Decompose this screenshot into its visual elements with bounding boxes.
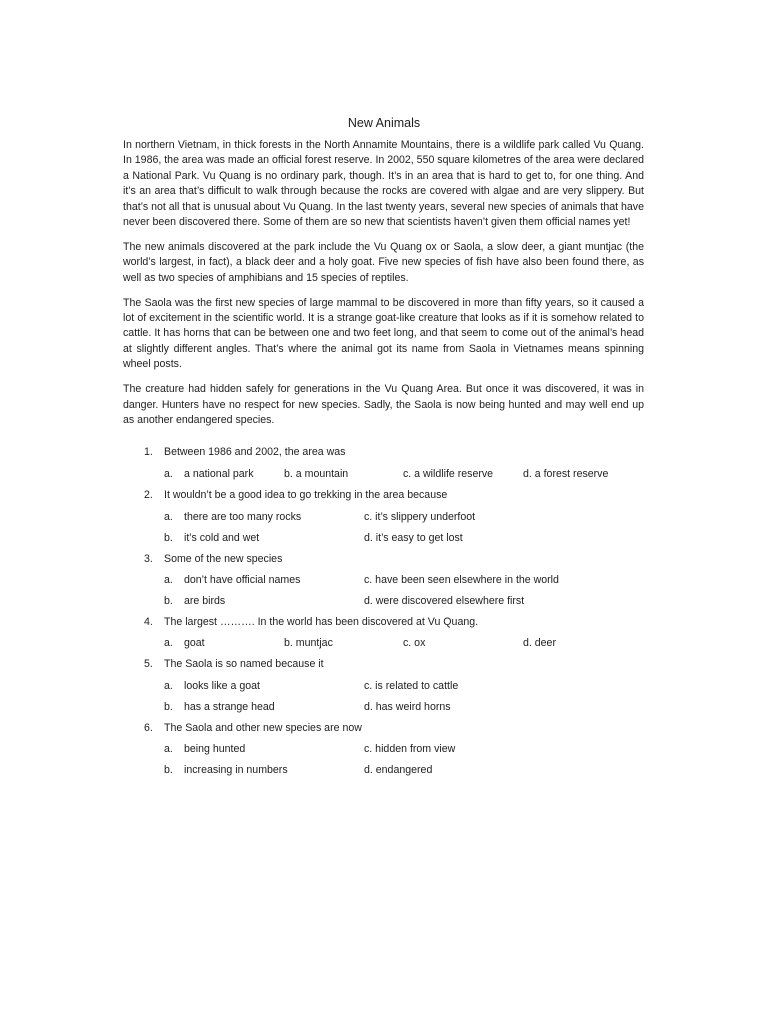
option-5c: c. is related to cattle (364, 680, 459, 692)
question-6 (144, 722, 362, 734)
question-5 (144, 658, 324, 670)
question-stem: The Saola is so named because it (164, 658, 324, 670)
option-4c: c. ox (403, 637, 426, 649)
option-2d: d. it’s easy to get lost (364, 532, 463, 544)
option-2a: a. there are too many rocks (164, 511, 302, 523)
option-4d: d. deer (523, 637, 556, 649)
question-number: 2. (144, 489, 153, 501)
option-5d: d. has weird horns (364, 701, 451, 713)
question-3 (144, 553, 282, 565)
option-5b: b. has a strange head (164, 701, 275, 713)
paragraph-1: In northern Vietnam, in thick forests in the North Annamite Mountains, there is a wildlife park called Vu Quang. In 1986, the area was made an official forest reserve. In 2002, 550 square kilometres of the area were declared a National Park. Vu Quang is no ordinary park, though. It’s in an area that is hard to get to, for one thing. And it’s an area that’s difficult to walk through because the rocks are covered with algae and are very slippery. But that’s not all that is unusual about Vu Quang. In the last twenty years, several new species of animals that have never been discovered there. Some of them are so new that scientists haven’t given them official names yet! (123, 139, 644, 229)
question-number: 1. (144, 446, 153, 458)
question-stem: The Saola and other new species are now (164, 722, 362, 734)
question-number: 4. (144, 616, 153, 628)
option-5a: a. looks like a goat (164, 680, 260, 692)
option-6d: d. endangered (364, 764, 433, 776)
paragraph-4: The creature had hidden safely for generations in the Vu Quang Area. But once it was discovered, it was in danger. Hunters have no respect for new species. Sadly, the Saola is now being hunted and may well end up as another endangered species. (123, 383, 644, 426)
option-6b: b. increasing in numbers (164, 764, 288, 776)
option-6a: a. being hunted (164, 743, 246, 755)
question-1 (144, 446, 345, 458)
option-1c: c. a wildlife reserve (403, 468, 494, 480)
option-3d: d. were discovered elsewhere first (364, 595, 525, 607)
question-4 (144, 616, 478, 628)
question-number: 6. (144, 722, 153, 734)
option-4a: a. goat (164, 637, 205, 649)
paragraph-2: The new animals discovered at the park include the Vu Quang ox or Saola, a slow deer, a giant muntjac (the world’s largest, in fact), a black deer and a holy goat. Five new species of fish have also been found there, as well as two species of amphibians and 15 species of reptiles. (123, 240, 644, 284)
question-stem: It wouldn’t be a good idea to go trekking in the area because (164, 489, 448, 501)
question-stem: Some of the new species (164, 553, 283, 565)
question-stem: The largest ………. In the world has been discovered at Vu Quang. (164, 616, 479, 628)
option-1d: d. a forest reserve (523, 468, 609, 480)
option-3b: b. are birds (164, 595, 226, 607)
reading-passage (123, 138, 644, 438)
option-1a: a. a national park (164, 468, 254, 480)
option-4b: b. muntjac (284, 637, 333, 649)
option-6c: c. hidden from view (364, 743, 456, 755)
option-1b: b. a mountain (284, 468, 349, 480)
option-3a: a. don’t have official names (164, 574, 301, 586)
question-stem: Between 1986 and 2002, the area was (164, 446, 346, 458)
question-number: 3. (144, 553, 153, 565)
option-3c: c. have been seen elsewhere in the world (364, 574, 559, 586)
paragraph-3: The Saola was the first new species of large mammal to be discovered in more than fifty years, so it caused a lot of excitement in the scientific world. It is a strange goat-like creature that looks as if it is somehow related to cattle. It has horns that can be between one and two feet long, and that seem to come out of the animal’s head at slightly different angles. That’s where the animal got its name from Saola in Vietnames means spinning wheel posts. (123, 296, 644, 371)
question-number: 5. (144, 658, 153, 670)
option-2c: c. it’s slippery underfoot (364, 511, 476, 523)
option-2b: b. it’s cold and wet (164, 532, 260, 544)
page-title: New Animals (347, 116, 421, 130)
question-2 (144, 489, 447, 501)
